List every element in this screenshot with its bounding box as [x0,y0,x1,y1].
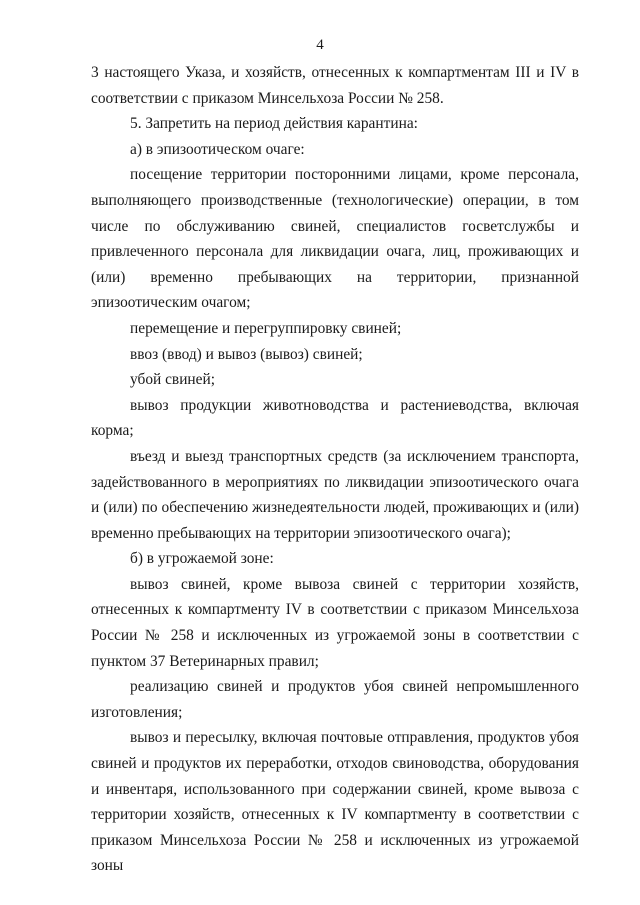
paragraph-pig-export: вывоз свиней, кроме вывоза свиней с территории хозяйств, отнесенных к компартменту IV в соответствии с приказом Минсельхоза России № 258 и исключенных из угрожаемой зоны в соответствии с пунктом 37 Ветеринарных правил; [91,575,579,670]
paragraph-item-5: 5. Запретить на период действия карантина: [130,115,418,133]
paragraph-subitem-b: б) в угрожаемой зоне: [130,550,274,568]
paragraph-movement: перемещение и перегруппировку свиней; [130,319,402,337]
paragraph-products-export: вывоз продукции животноводства и растениеводства, включая корма; [91,396,579,440]
document-body [91,60,579,879]
paragraph-visiting: посещение территории посторонними лицами, кроме персонала, выполняющего производственные (технологические) операции, в том числе по обслуживанию свиней, специалистов госветслужбы и привлеченного персонала для ликвидации очага, лиц, проживающих и (или) временно пребывающих на территории, признанной эпизоотическим очагом; [91,166,579,312]
paragraph-vehicles: въезд и выезд транспортных средств (за исключением транспорта, задействованного в мероприятиях по ликвидации эпизоотического очага и (или) по обеспечению жизнедеятельности людей, проживающих и (или) временно пребывающих на территории эпизоотического очага); [91,447,579,542]
page-number: 4 [316,37,324,53]
paragraph-subitem-a: а) в эпизоотическом очаге: [130,140,305,158]
paragraph-sale: реализацию свиней и продуктов убоя свиней непромышленного изготовления; [91,678,579,721]
paragraph-continuation: 3 настоящего Указа, и хозяйств, отнесенных к компартментам III и IV в соответствии с приказом Минсельхоза России № 258. [91,64,579,107]
paragraph-slaughter: убой свиней; [130,371,216,389]
paragraph-import-export: ввоз (ввод) и вывоз (вывоз) свиней; [130,345,363,363]
paragraph-shipping: вывоз и пересылку, включая почтовые отправления, продуктов убоя свиней и продуктов их переработки, отходов свиноводства, оборудования и инвентаря, использованного при содержании свиней, кроме вывоза с территории хозяйств, отнесенных к IV компартменту в соответствии с приказом Минсельхоза России № 258 и исключенных из угрожаемой зоны [91,729,579,875]
